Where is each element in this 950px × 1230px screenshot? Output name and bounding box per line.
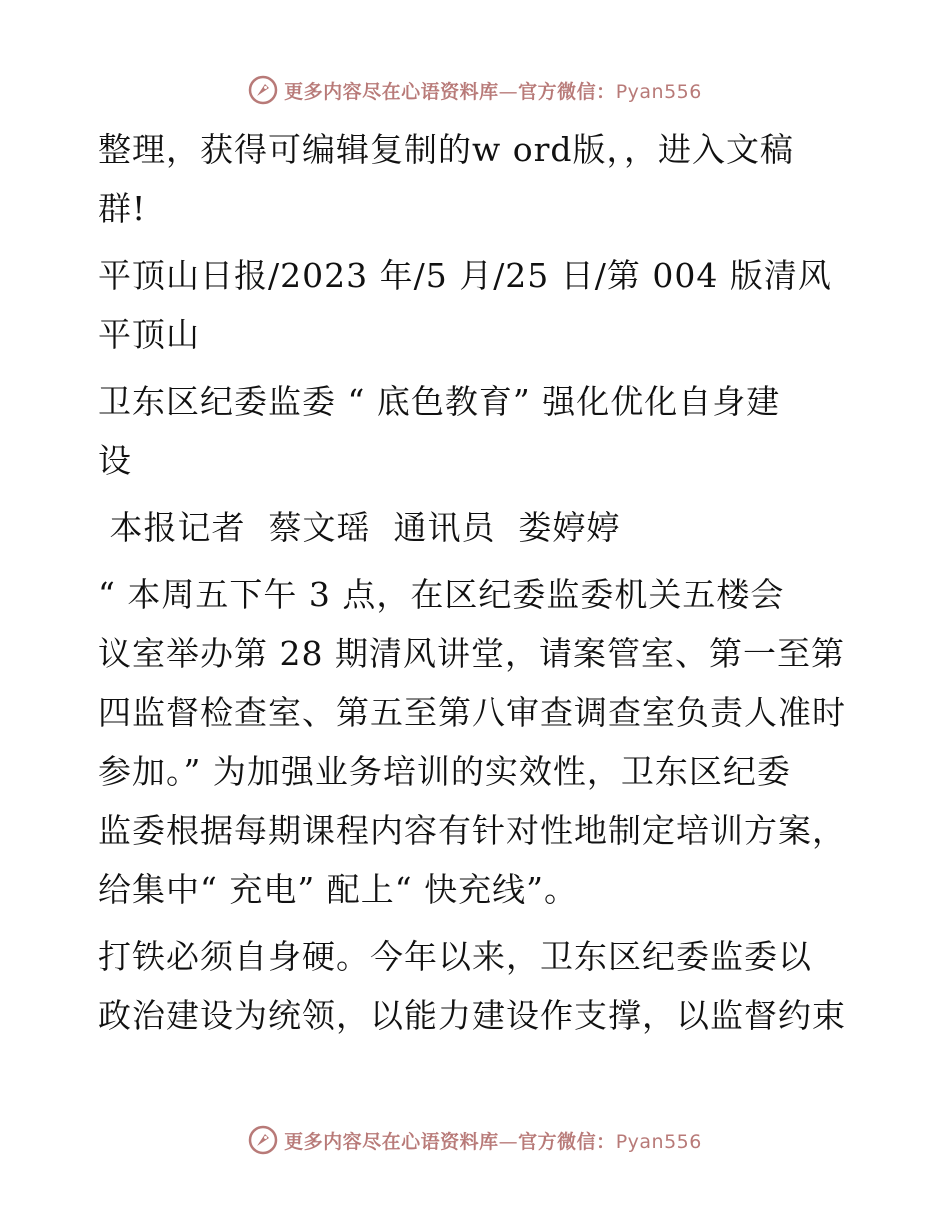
text-line: 打铁必须自身硬。今年以来，卫东区纪委监委以 bbox=[98, 937, 812, 976]
paragraph-body-1 bbox=[98, 565, 846, 919]
paragraph-byline bbox=[98, 498, 846, 557]
text-line: 卫东区纪委监委 “ 底色教育” 强化优化自身建 bbox=[98, 382, 781, 421]
footer-banner-text bbox=[284, 1127, 702, 1154]
header-banner-text bbox=[284, 77, 702, 104]
document-body bbox=[98, 120, 846, 1053]
text-line: 参加。” 为加强业务培训的实效性，卫东区纪委 bbox=[98, 752, 791, 791]
header-banner-slogan: 更多内容尽在心语资料库 bbox=[284, 80, 499, 103]
paragraph-intro bbox=[98, 120, 846, 238]
header-banner bbox=[0, 70, 950, 110]
paragraph-headline bbox=[98, 372, 846, 490]
header-banner-id: Pyan556 bbox=[615, 80, 702, 103]
text-line: 议室举办第 28 期清风讲堂，请案管室、第一至第 bbox=[98, 634, 845, 673]
text-line: 设 bbox=[98, 441, 132, 480]
footer-banner-dash: — bbox=[498, 1130, 519, 1153]
text-line: “ 本周五下午 3 点，在区纪委监委机关五楼会 bbox=[98, 575, 785, 614]
header-banner-dash: — bbox=[498, 80, 519, 103]
pen-nib-logo-icon bbox=[248, 75, 278, 105]
text-line: 给集中“ 充电” 配上“ 快充线”。 bbox=[98, 870, 578, 909]
paragraph-body-2 bbox=[98, 927, 846, 1045]
paragraph-source bbox=[98, 246, 846, 364]
text-line: 平顶山 bbox=[98, 315, 200, 354]
footer-banner bbox=[0, 1120, 950, 1160]
text-line: 平顶山日报/2023 年/5 月/25 日/第 004 版清风 bbox=[98, 256, 832, 295]
footer-banner-official: 官方微信： bbox=[518, 1130, 616, 1153]
text-line: 监委根据每期课程内容有针对性地制定培训方案， bbox=[98, 811, 846, 850]
text-line: 本报记者 蔡文瑶 通讯员 娄婷婷 bbox=[98, 508, 621, 547]
pen-nib-logo-icon bbox=[248, 1125, 278, 1155]
text-line: 政治建设为统领，以能力建设作支撑，以监督约束 bbox=[98, 996, 846, 1035]
text-line: 整理，获得可编辑复制的w ord版，，进入文稿 bbox=[98, 130, 795, 169]
footer-banner-id: Pyan556 bbox=[615, 1130, 702, 1153]
header-banner-official: 官方微信： bbox=[518, 80, 616, 103]
footer-banner-slogan: 更多内容尽在心语资料库 bbox=[284, 1130, 499, 1153]
text-line: 四监督检查室、第五至第八审查调查室负责人准时 bbox=[98, 693, 846, 732]
text-line: 群! bbox=[98, 189, 147, 228]
